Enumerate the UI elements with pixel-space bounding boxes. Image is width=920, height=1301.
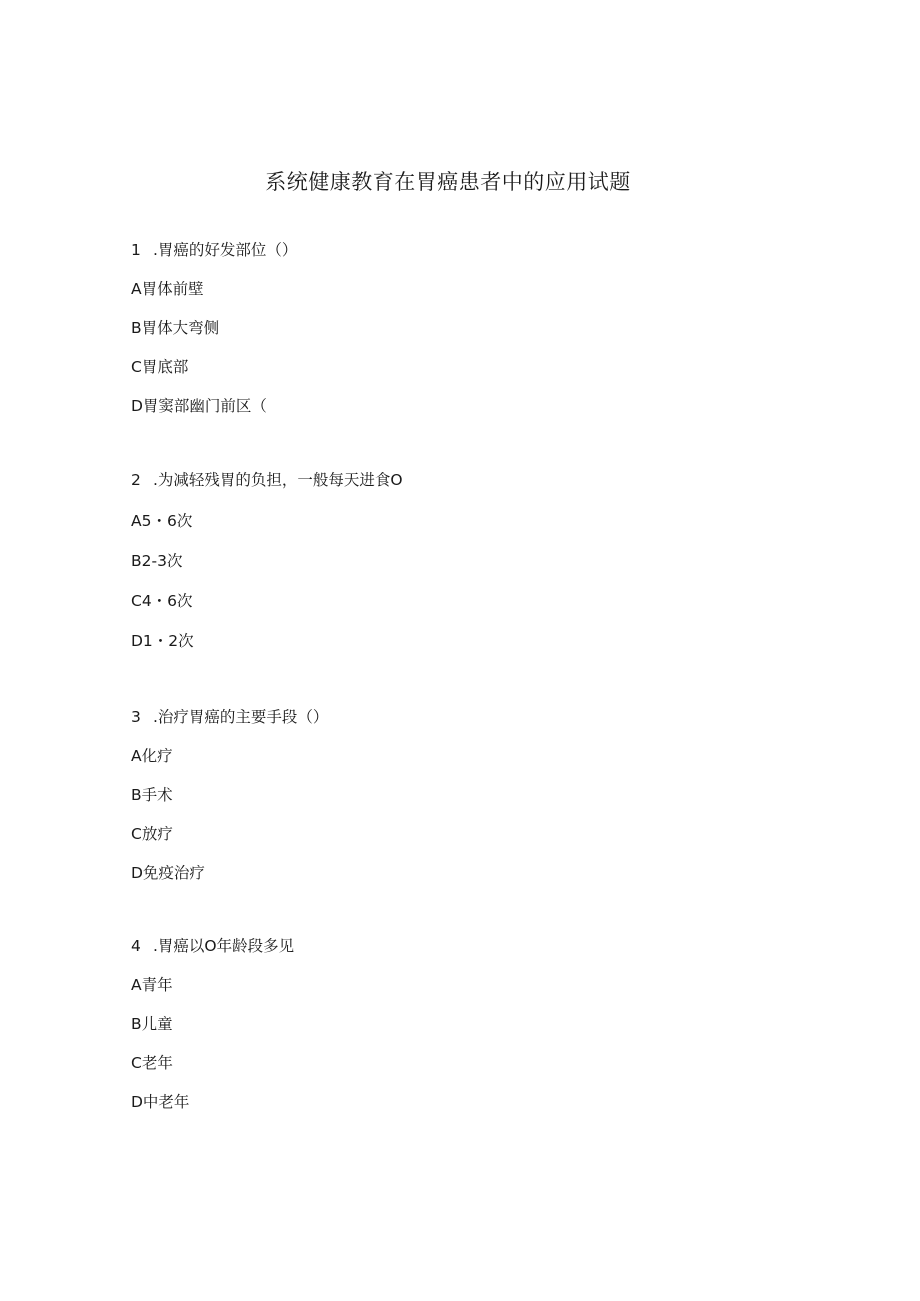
option-a: A胃体前壁	[131, 280, 204, 298]
question-1	[131, 239, 831, 417]
option-c: C4・6次	[131, 592, 193, 610]
question-number: 2	[131, 471, 141, 489]
option-a: A青年	[131, 976, 173, 994]
question-4	[131, 935, 831, 1113]
question-text: .胃癌的好发部位（）	[153, 241, 298, 259]
question-number: 1	[131, 241, 141, 259]
option-a: A5・6次	[131, 512, 193, 530]
option-b: B儿童	[131, 1015, 173, 1033]
question-number: 4	[131, 937, 141, 955]
question-number: 3	[131, 708, 141, 726]
option-d: D免疫治疗	[131, 864, 205, 882]
question-stem	[131, 239, 831, 261]
option-d: D中老年	[131, 1093, 190, 1111]
question-stem	[131, 935, 831, 957]
option-c: C老年	[131, 1054, 173, 1072]
option-b: B2-3次	[131, 552, 183, 570]
option-b: B手术	[131, 786, 173, 804]
option-b: B胃体大弯侧	[131, 319, 220, 337]
option-a: A化疗	[131, 747, 173, 765]
question-text: .为减轻残胃的负担，一般每天进食O	[153, 471, 403, 489]
question-2	[131, 469, 831, 652]
option-c: C放疗	[131, 825, 173, 843]
option-c: C胃底部	[131, 358, 189, 376]
question-text: .治疗胃癌的主要手段（）	[153, 708, 329, 726]
question-text: .胃癌以O年龄段多见	[153, 937, 295, 955]
option-d: D胃窦部幽门前区（	[131, 397, 267, 415]
question-stem	[131, 469, 831, 491]
question-stem	[131, 706, 831, 728]
option-d: D1・2次	[131, 632, 194, 650]
question-3	[131, 706, 831, 884]
document-title: 系统健康教育在胃癌患者中的应用试题	[265, 170, 631, 194]
